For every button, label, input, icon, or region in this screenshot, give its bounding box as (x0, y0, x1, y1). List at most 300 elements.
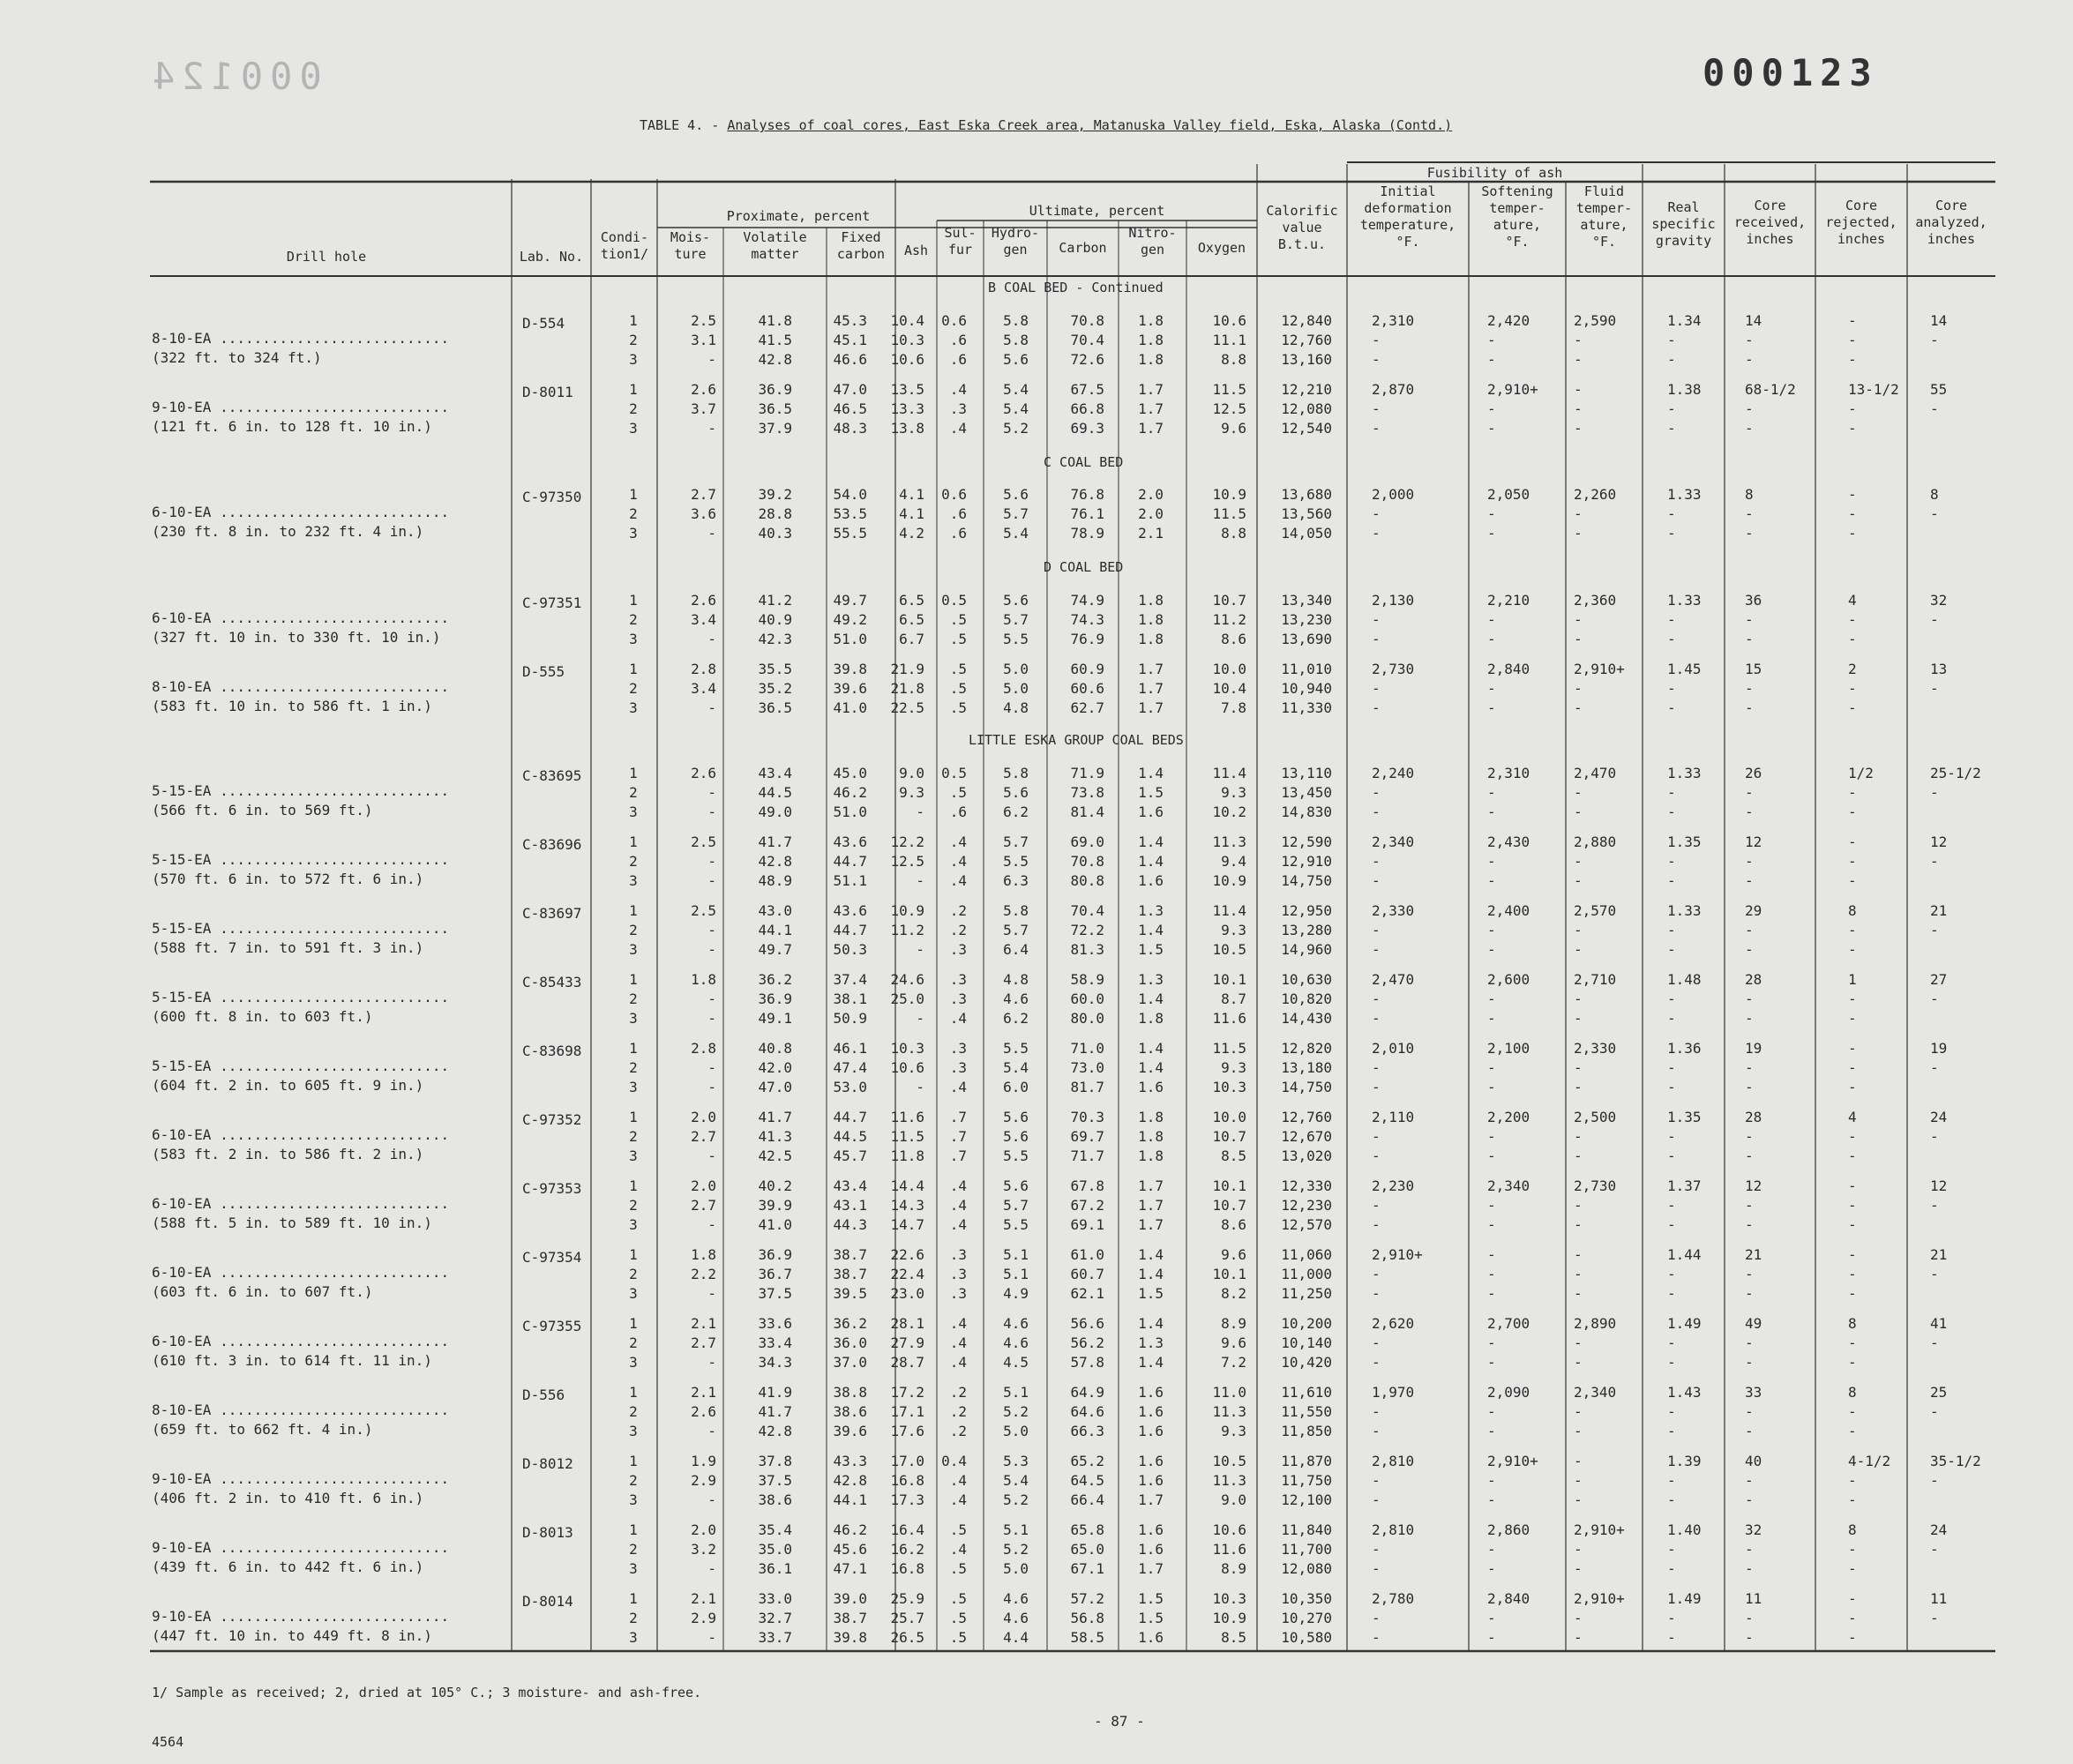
drill-hole-depth: (121 ft. 6 in. to 128 ft. 10 in.) (152, 418, 432, 435)
cell-rej: 8 - - (1848, 1384, 1857, 1439)
cell-fc: 43.6 44.7 50.3 (833, 902, 867, 958)
cell-mo: 2.6 3.7 - (691, 381, 716, 437)
cell-c: 71.9 73.8 81.4 (1070, 765, 1104, 820)
drill-hole-cell (152, 1469, 449, 1508)
cell-idt: 2,340 - - (1372, 833, 1415, 889)
leader-dots: ........................... (211, 1401, 450, 1418)
cell-cond: 1 2 3 (629, 592, 638, 647)
cell-st: 2,210 - - (1487, 592, 1530, 647)
cell-st: 2,910+ - - (1487, 381, 1538, 437)
cell-ft: 2,360 - - (1574, 592, 1617, 647)
cell-cond: 1 2 3 (629, 971, 638, 1027)
header-fluid: Fluid temper- ature, °F. (1575, 183, 1633, 250)
drill-hole-id: 6-10-EA (152, 1333, 212, 1349)
cell-n: 1.4 1.5 1.6 (1138, 765, 1164, 820)
cell-ash: 17.0 16.8 17.3 (890, 1453, 924, 1508)
cell-n: 1.8 1.8 1.8 (1138, 1109, 1164, 1164)
cell-mo: 2.5 3.1 - (691, 312, 716, 368)
cell-st: 2,310 - - (1487, 765, 1530, 820)
cell-st: 2,600 - - (1487, 971, 1530, 1027)
cell-c: 58.9 60.0 80.0 (1070, 971, 1104, 1027)
cell-n: 2.0 2.0 2.1 (1138, 486, 1164, 542)
cell-idt: 2,870 - - (1372, 381, 1415, 437)
cell-btu: 10,200 10,140 10,420 (1281, 1315, 1332, 1371)
cell-sg: 1.38 - - (1667, 381, 1702, 437)
cell-cond: 1 2 3 (629, 833, 638, 889)
cell-cond: 1 2 3 (629, 661, 638, 716)
cell-s: 0.4 .4 .4 (941, 1453, 967, 1508)
header-initial-deformation: Initial deformation temperature, °F. (1359, 183, 1456, 250)
cell-sg: 1.49 - - (1667, 1590, 1702, 1646)
cell-st: 2,050 - - (1487, 486, 1530, 542)
cell-c: 67.5 66.8 69.3 (1070, 381, 1104, 437)
cell-h: 5.7 5.5 6.3 (1003, 833, 1029, 889)
cell-c: 67.8 67.2 69.1 (1070, 1177, 1104, 1233)
cell-sg: 1.45 - - (1667, 661, 1702, 716)
cell-ana: 11 - (1930, 1590, 1948, 1626)
drill-hole-cell (152, 1263, 449, 1302)
cell-s: .5 .5 .5 (949, 661, 967, 716)
cell-c: 60.9 60.6 62.7 (1070, 661, 1104, 716)
lab-number: D-554 (522, 315, 565, 332)
cell-h: 5.1 5.1 4.9 (1003, 1246, 1029, 1302)
drill-hole-depth: (230 ft. 8 in. to 232 ft. 4 in.) (152, 523, 424, 540)
cell-mo: 2.1 2.6 - (691, 1384, 716, 1439)
cell-ana: 27 - (1930, 971, 1948, 1007)
drill-hole-id: 6-10-EA (152, 1195, 212, 1212)
header-condition: Condi- tion1/ (600, 229, 649, 262)
cell-o: 11.0 11.3 9.3 (1212, 1384, 1246, 1439)
cell-sg: 1.34 - - (1667, 312, 1702, 368)
cell-rej: 13-1/2 - - (1848, 381, 1899, 437)
lab-number: D-8014 (522, 1593, 573, 1610)
cell-rej: 8 - - (1848, 902, 1857, 958)
lab-number: C-97354 (522, 1249, 582, 1266)
cell-idt: 2,730 - - (1372, 661, 1415, 716)
drill-hole-cell (152, 503, 449, 542)
cell-fc: 39.0 38.7 39.8 (833, 1590, 867, 1646)
cell-o: 11.5 9.3 10.3 (1212, 1040, 1246, 1095)
drill-hole-cell (152, 1332, 449, 1371)
cell-vm: 37.8 37.5 38.6 (758, 1453, 792, 1508)
drill-hole-depth: (603 ft. 6 in. to 607 ft.) (152, 1283, 373, 1300)
header-softening: Softening temper- ature, °F. (1481, 183, 1553, 250)
cell-o: 10.9 11.5 8.8 (1212, 486, 1246, 542)
drill-hole-id: 6-10-EA (152, 609, 212, 626)
cell-mo: 2.1 2.7 - (691, 1315, 716, 1371)
cell-c: 69.0 70.8 80.8 (1070, 833, 1104, 889)
drill-hole-depth: (439 ft. 6 in. to 442 ft. 6 in.) (152, 1558, 424, 1575)
cell-st: 2,430 - - (1487, 833, 1530, 889)
header-core-analyzed: Core analyzed, inches (1915, 198, 1987, 247)
cell-rec: 26 - - (1745, 765, 1762, 820)
cell-st: - - - (1487, 1246, 1496, 1302)
cell-s: .3 .3 .3 (949, 1246, 967, 1302)
section-c-coal-bed: C COAL BED (1044, 454, 1124, 470)
cell-st: 2,860 - - (1487, 1521, 1530, 1577)
leader-dots: ........................... (211, 1608, 450, 1625)
cell-ft: - - - (1574, 1453, 1583, 1508)
cell-ash: 4.1 4.1 4.2 (899, 486, 924, 542)
cell-rec: 40 - - (1745, 1453, 1762, 1508)
drill-hole-cell (152, 609, 449, 647)
cell-n: 1.7 1.7 1.7 (1138, 381, 1164, 437)
cell-idt: 2,240 - - (1372, 765, 1415, 820)
header-ultimate: Ultimate, percent (1029, 203, 1165, 219)
lab-number: D-8013 (522, 1524, 573, 1541)
cell-n: 1.4 1.4 1.6 (1138, 1040, 1164, 1095)
cell-o: 11.4 9.3 10.2 (1212, 765, 1246, 820)
cell-fc: 37.4 38.1 50.9 (833, 971, 867, 1027)
cell-mo: 2.7 3.6 - (691, 486, 716, 542)
cell-ana: 21 - (1930, 1246, 1948, 1282)
drill-hole-cell (152, 1401, 449, 1439)
drill-hole-cell (152, 1538, 449, 1577)
cell-btu: 10,630 10,820 14,430 (1281, 971, 1332, 1027)
lab-number: C-83695 (522, 767, 582, 784)
cell-n: 1.8 1.8 1.8 (1138, 592, 1164, 647)
leader-dots: ........................... (211, 989, 450, 1005)
cell-c: 56.6 56.2 57.8 (1070, 1315, 1104, 1371)
cell-ft: 2,590 - - (1574, 312, 1617, 368)
cell-h: 5.6 5.7 5.5 (1003, 592, 1029, 647)
cell-s: .5 .4 .5 (949, 1521, 967, 1577)
cell-h: 5.6 5.7 5.5 (1003, 1177, 1029, 1233)
table-title-prefix: TABLE 4. - (640, 117, 728, 133)
cell-idt: 2,470 - - (1372, 971, 1415, 1027)
cell-o: 10.0 10.4 7.8 (1212, 661, 1246, 716)
cell-c: 65.2 64.5 66.4 (1070, 1453, 1104, 1508)
lab-number: C-97353 (522, 1180, 582, 1197)
lab-number: C-97352 (522, 1111, 582, 1128)
cell-cond: 1 2 3 (629, 1453, 638, 1508)
cell-h: 5.6 5.6 5.5 (1003, 1109, 1029, 1164)
header-hydrogen: Hydro- gen (991, 225, 1040, 258)
cell-fc: 47.0 46.5 48.3 (833, 381, 867, 437)
cell-cond: 1 2 3 (629, 765, 638, 820)
cell-btu: 13,110 13,450 14,830 (1281, 765, 1332, 820)
cell-h: 5.8 5.6 6.2 (1003, 765, 1029, 820)
cell-s: 0.6 .6 .6 (941, 312, 967, 368)
lab-number: C-83697 (522, 905, 582, 922)
drill-hole-cell (152, 1607, 449, 1646)
header-oxygen: Oxygen (1197, 240, 1246, 256)
cell-rej: 4-1/2 - - (1848, 1453, 1891, 1508)
cell-ana: 25-1/2 - (1930, 765, 1981, 801)
cell-btu: 11,870 11,750 12,100 (1281, 1453, 1332, 1508)
cell-rec: 33 - - (1745, 1384, 1762, 1439)
cell-st: 2,420 - - (1487, 312, 1530, 368)
cell-mo: 2.1 2.9 - (691, 1590, 716, 1646)
cell-rec: 28 - - (1745, 1109, 1762, 1164)
cell-vm: 40.2 39.9 41.0 (758, 1177, 792, 1233)
cell-ana: 14 - (1930, 312, 1948, 348)
header-core-rejected: Core rejected, inches (1825, 198, 1897, 247)
cell-idt: 2,110 - - (1372, 1109, 1415, 1164)
header-drill-hole: Drill hole (286, 249, 367, 265)
cell-c: 76.8 76.1 78.9 (1070, 486, 1104, 542)
cell-o: 11.5 12.5 9.6 (1212, 381, 1246, 437)
cell-idt: 2,620 - - (1372, 1315, 1415, 1371)
cell-s: .4 .3 .4 (949, 381, 967, 437)
lab-number: D-8011 (522, 384, 573, 400)
drill-hole-depth: (604 ft. 2 in. to 605 ft. 9 in.) (152, 1077, 424, 1094)
drill-hole-depth: (588 ft. 5 in. to 589 ft. 10 in.) (152, 1215, 432, 1231)
cell-vm: 40.8 42.0 47.0 (758, 1040, 792, 1095)
cell-mo: 2.5 - - (691, 902, 716, 958)
cell-fc: 46.2 45.6 47.1 (833, 1521, 867, 1577)
cell-ash: 28.1 27.9 28.7 (890, 1315, 924, 1371)
cell-cond: 1 2 3 (629, 381, 638, 437)
cell-ana: 12 - (1930, 833, 1948, 870)
cell-c: 74.9 74.3 76.9 (1070, 592, 1104, 647)
cell-sg: 1.48 - - (1667, 971, 1702, 1027)
header-calorific: Calorific value B.t.u. (1266, 203, 1338, 252)
cell-ana: 13 - (1930, 661, 1948, 697)
cell-cond: 1 2 3 (629, 902, 638, 958)
leader-dots: ........................... (211, 1264, 450, 1281)
cell-o: 11.4 9.3 10.5 (1212, 902, 1246, 958)
drill-hole-id: 8-10-EA (152, 1401, 212, 1418)
lab-number: C-83698 (522, 1043, 582, 1059)
cell-rej: 4 - - (1848, 592, 1857, 647)
drill-hole-depth: (583 ft. 2 in. to 586 ft. 2 in.) (152, 1146, 424, 1162)
cell-ft: - - - (1574, 381, 1583, 437)
lab-number: C-83696 (522, 836, 582, 853)
cell-rej: - - - (1848, 1040, 1857, 1095)
cell-n: 1.7 1.7 1.7 (1138, 661, 1164, 716)
cell-o: 10.3 10.9 8.5 (1212, 1590, 1246, 1646)
cell-ash: 17.2 17.1 17.6 (890, 1384, 924, 1439)
cell-btu: 12,330 12,230 12,570 (1281, 1177, 1332, 1233)
cell-s: .2 .2 .3 (949, 902, 967, 958)
drill-hole-cell (152, 1125, 449, 1164)
cell-sg: 1.43 - - (1667, 1384, 1702, 1439)
cell-n: 1.3 1.4 1.8 (1138, 971, 1164, 1027)
cell-n: 1.4 1.4 1.6 (1138, 833, 1164, 889)
cell-o: 10.1 10.7 8.6 (1212, 1177, 1246, 1233)
cell-c: 65.8 65.0 67.1 (1070, 1521, 1104, 1577)
cell-ash: 21.9 21.8 22.5 (890, 661, 924, 716)
cell-ft: 2,910+ - - (1574, 1590, 1625, 1646)
cell-o: 10.6 11.1 8.8 (1212, 312, 1246, 368)
cell-fc: 54.0 53.5 55.5 (833, 486, 867, 542)
drill-hole-cell (152, 677, 449, 716)
drill-hole-depth: (566 ft. 6 in. to 569 ft.) (152, 802, 373, 818)
cell-h: 4.8 4.6 6.2 (1003, 971, 1029, 1027)
cell-vm: 36.9 36.5 37.9 (758, 381, 792, 437)
cell-vm: 41.9 41.7 42.8 (758, 1384, 792, 1439)
cell-mo: 1.8 - - (691, 971, 716, 1027)
cell-ash: 14.4 14.3 14.7 (890, 1177, 924, 1233)
leader-dots: ........................... (211, 330, 450, 347)
drill-hole-depth: (583 ft. 10 in. to 586 ft. 1 in.) (152, 698, 432, 714)
cell-st: 2,340 - - (1487, 1177, 1530, 1233)
cell-fc: 49.7 49.2 51.0 (833, 592, 867, 647)
cell-fc: 43.3 42.8 44.1 (833, 1453, 867, 1508)
cell-c: 70.4 72.2 81.3 (1070, 902, 1104, 958)
cell-ash: 25.9 25.7 26.5 (890, 1590, 924, 1646)
cell-o: 8.9 9.6 7.2 (1221, 1315, 1246, 1371)
cell-btu: 13,680 13,560 14,050 (1281, 486, 1332, 542)
cell-rec: 14 - - (1745, 312, 1762, 368)
drill-hole-cell (152, 781, 449, 820)
drill-hole-id: 5-15-EA (152, 920, 212, 937)
cell-sg: 1.33 - - (1667, 902, 1702, 958)
cell-o: 10.1 8.7 11.6 (1212, 971, 1246, 1027)
cell-idt: 2,810 - - (1372, 1521, 1415, 1577)
leader-dots: ........................... (211, 504, 450, 520)
header-core-received: Core received, inches (1733, 198, 1807, 247)
cell-n: 1.6 1.6 1.6 (1138, 1384, 1164, 1439)
cell-cond: 1 2 3 (629, 486, 638, 542)
leader-dots: ........................... (211, 1333, 450, 1349)
cell-sg: 1.35 - - (1667, 833, 1702, 889)
cell-ash: 10.4 10.3 10.6 (890, 312, 924, 368)
cell-fc: 36.2 36.0 37.0 (833, 1315, 867, 1371)
cell-ft: 2,880 - - (1574, 833, 1617, 889)
drill-hole-cell (152, 329, 449, 368)
cell-ana: 25 - (1930, 1384, 1948, 1420)
cell-ash: 13.5 13.3 13.8 (890, 381, 924, 437)
cell-fc: 45.0 46.2 51.0 (833, 765, 867, 820)
cell-ana: 19 - (1930, 1040, 1948, 1076)
cell-rej: - - - (1848, 1177, 1857, 1233)
drill-hole-cell (152, 919, 449, 958)
leader-dots: ........................... (211, 851, 450, 868)
cell-n: 1.5 1.5 1.6 (1138, 1590, 1164, 1646)
cell-ft: 2,890 - - (1574, 1315, 1617, 1371)
cell-rec: 49 - - (1745, 1315, 1762, 1371)
cell-mo: 2.6 - - (691, 765, 716, 820)
cell-ft: 2,470 - - (1574, 765, 1617, 820)
cell-n: 1.8 1.8 1.8 (1138, 312, 1164, 368)
cell-o: 9.6 10.1 8.2 (1212, 1246, 1246, 1302)
cell-btu: 12,210 12,080 12,540 (1281, 381, 1332, 437)
drill-hole-depth: (570 ft. 6 in. to 572 ft. 6 in.) (152, 871, 424, 887)
cell-st: 2,840 - - (1487, 661, 1530, 716)
cell-idt: 2,310 - - (1372, 312, 1415, 368)
cell-fc: 38.7 38.7 39.5 (833, 1246, 867, 1302)
lab-number: C-97351 (522, 594, 582, 611)
cell-rej: 1/2 - - (1848, 765, 1874, 820)
header-nitrogen: Nitro- gen (1128, 225, 1177, 258)
cell-rej: 1 - - (1848, 971, 1857, 1027)
cell-idt: 2,810 - - (1372, 1453, 1415, 1508)
cell-cond: 1 2 3 (629, 1109, 638, 1164)
cell-btu: 12,760 12,670 13,020 (1281, 1109, 1332, 1164)
cell-s: .4 .4 .4 (949, 1315, 967, 1371)
drill-hole-cell (152, 988, 449, 1027)
cell-ana: 8 - (1930, 486, 1939, 522)
cell-h: 4.6 4.6 4.5 (1003, 1315, 1029, 1371)
drill-hole-depth: (600 ft. 8 in. to 603 ft.) (152, 1008, 373, 1025)
drill-hole-id: 6-10-EA (152, 504, 212, 520)
drill-hole-id: 8-10-EA (152, 678, 212, 695)
drill-hole-id: 6-10-EA (152, 1264, 212, 1281)
cell-idt: 2,000 - - (1372, 486, 1415, 542)
cell-ft: 2,570 - - (1574, 902, 1617, 958)
leader-dots: ........................... (211, 782, 450, 799)
lab-number: D-8012 (522, 1455, 573, 1472)
footnote: 1/ Sample as received; 2, dried at 105° C.; 3 moisture- and ash-free. (152, 1685, 702, 1700)
cell-cond: 1 2 3 (629, 1315, 638, 1371)
cell-n: 1.6 1.6 1.7 (1138, 1521, 1164, 1577)
cell-vm: 43.0 44.1 49.7 (758, 902, 792, 958)
cell-o: 10.7 11.2 8.6 (1212, 592, 1246, 647)
cell-fc: 43.4 43.1 44.3 (833, 1177, 867, 1233)
cell-ft: 2,330 - - (1574, 1040, 1617, 1095)
drill-hole-id: 9-10-EA (152, 1470, 212, 1487)
cell-fc: 46.1 47.4 53.0 (833, 1040, 867, 1095)
cell-sg: 1.35 - - (1667, 1109, 1702, 1164)
cell-h: 5.4 5.4 5.2 (1003, 381, 1029, 437)
cell-fc: 45.3 45.1 46.6 (833, 312, 867, 368)
drill-hole-id: 6-10-EA (152, 1126, 212, 1143)
cell-s: .3 .3 .4 (949, 1040, 967, 1095)
drill-hole-id: 5-15-EA (152, 782, 212, 799)
cell-ash: 11.6 11.5 11.8 (890, 1109, 924, 1164)
cell-s: 0.5 .5 .6 (941, 765, 967, 820)
cell-vm: 33.6 33.4 34.3 (758, 1315, 792, 1371)
page-stamp-left: 000124 (146, 55, 322, 98)
cell-c: 64.9 64.6 66.3 (1070, 1384, 1104, 1439)
drill-hole-cell (152, 850, 449, 889)
cell-ash: 12.2 12.5 - (890, 833, 924, 889)
cell-ash: 24.6 25.0 - (890, 971, 924, 1027)
cell-vm: 41.2 40.9 42.3 (758, 592, 792, 647)
cell-h: 4.6 4.6 4.4 (1003, 1590, 1029, 1646)
leader-dots: ........................... (211, 1126, 450, 1143)
cell-ana: 12 - (1930, 1177, 1948, 1214)
cell-btu: 11,840 11,700 12,080 (1281, 1521, 1332, 1577)
cell-fc: 38.8 38.6 39.6 (833, 1384, 867, 1439)
drill-hole-depth: (610 ft. 3 in. to 614 ft. 11 in.) (152, 1352, 432, 1369)
cell-sg: 1.33 - - (1667, 486, 1702, 542)
cell-h: 5.8 5.7 6.4 (1003, 902, 1029, 958)
cell-ft: 2,710 - - (1574, 971, 1617, 1027)
cell-st: 2,840 - - (1487, 1590, 1530, 1646)
cell-c: 70.8 70.4 72.6 (1070, 312, 1104, 368)
cell-mo: 2.0 2.7 - (691, 1109, 716, 1164)
cell-o: 10.0 10.7 8.5 (1212, 1109, 1246, 1164)
cell-s: .4 .4 .4 (949, 1177, 967, 1233)
cell-s: .4 .4 .4 (949, 833, 967, 889)
cell-idt: 2,780 - - (1372, 1590, 1415, 1646)
table-title-text: Analyses of coal cores, East Eska Creek area, Matanuska Valley field, Eska, Alaska (Contd.) (727, 117, 1453, 133)
drill-hole-cell (152, 398, 449, 437)
header-carbon: Carbon (1059, 240, 1107, 256)
drill-hole-depth: (659 ft. to 662 ft. 4 in.) (152, 1421, 373, 1438)
cell-s: .2 .2 .2 (949, 1384, 967, 1439)
leader-dots: ........................... (211, 399, 450, 415)
cell-ana: 32 - (1930, 592, 1948, 628)
cell-rej: 4 - - (1848, 1109, 1857, 1164)
header-proximate: Proximate, percent (726, 208, 871, 224)
cell-h: 5.1 5.2 5.0 (1003, 1384, 1029, 1439)
header-specific-gravity: Real specific gravity (1651, 199, 1716, 249)
drill-hole-depth: (588 ft. 7 in. to 591 ft. 3 in.) (152, 939, 424, 956)
cell-btu: 10,350 10,270 10,580 (1281, 1590, 1332, 1646)
cell-mo: 2.5 - - (691, 833, 716, 889)
cell-h: 5.3 5.4 5.2 (1003, 1453, 1029, 1508)
reference-number: 4564 (152, 1734, 184, 1750)
cell-ft: - - - (1574, 1246, 1583, 1302)
cell-vm: 35.5 35.2 36.5 (758, 661, 792, 716)
cell-idt: 1,970 - - (1372, 1384, 1415, 1439)
cell-st: 2,700 - - (1487, 1315, 1530, 1371)
drill-hole-cell (152, 1057, 449, 1095)
